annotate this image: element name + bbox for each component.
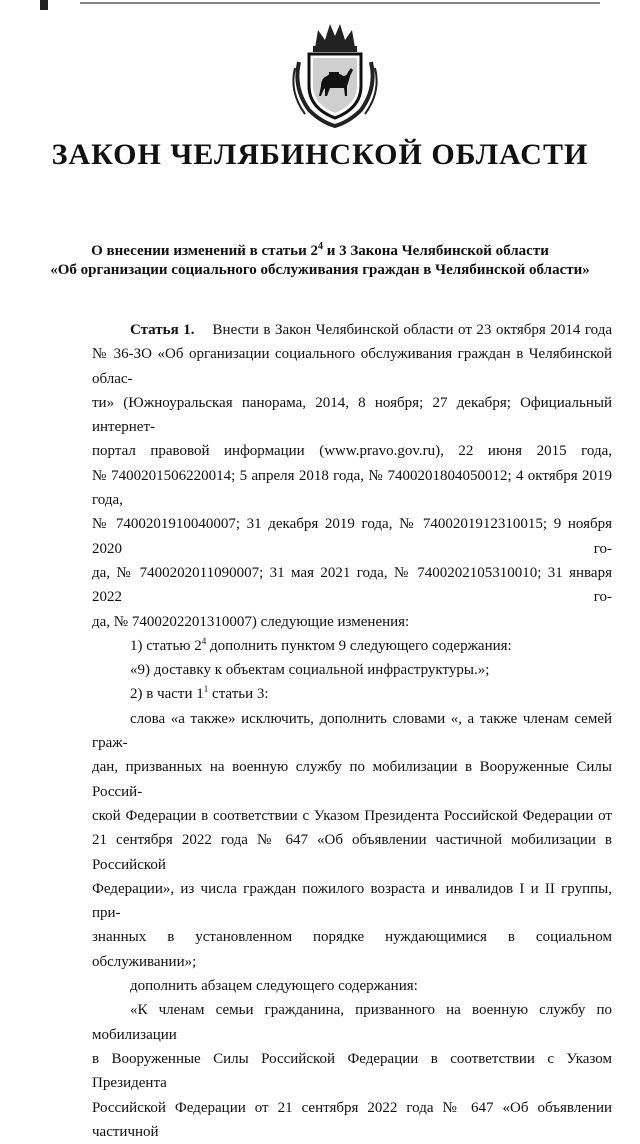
item-2-line: 2) в части $1^1$ статьи 3: <box>92 682 612 706</box>
text-line: да, № 7400202011090007; 31 мая 2021 года, № 7400202105310010; 31 января 2022 го- <box>92 561 612 610</box>
text-line: Российской Федерации от 21 сентября 2022 года № 647 «Об объявлении частичной <box>92 1096 612 1144</box>
text-line: «9) доставку к объектам социальной инфраструктуры.»; <box>92 658 612 682</box>
text-line: портал правовой информации (www.pravo.gov.ru), 22 июня 2015 года, <box>92 439 612 463</box>
document-title: ЗАКОН ЧЕЛЯБИНСКОЙ ОБЛАСТИ <box>0 138 640 172</box>
text-line: № 7400201910040007; 31 декабря 2019 года, № 7400201912310015; 9 ноября 2020 го- <box>92 512 612 561</box>
text-line: слова «а также» исключить, дополнить словами «, а также членам семей граж- <box>92 707 612 756</box>
text-line: знанных в установленном порядке нуждающимися в социальном обслуживании»; <box>92 925 612 974</box>
text-line: № 7400201506220014; 5 апреля 2018 года, № 7400201804050012; 4 октября 2019 года, <box>92 464 612 513</box>
text-line: ти» (Южноуральская панорама, 2014, 8 ноября; 27 декабря; Официальный интернет- <box>92 391 612 440</box>
coat-of-arms-icon <box>285 18 385 128</box>
text-line: № 36-ЗО «Об организации социального обслуживания граждан в Челябинской облас- <box>92 342 612 391</box>
law-body <box>92 318 612 1144</box>
subtitle-line-1: О внесении изменений в статьи $2^4$ и 3 Закона Челябинской области <box>0 242 640 261</box>
text-line: ской Федерации в соответствии с Указом Президента Российской Федерации от <box>92 804 612 828</box>
text-line: в Вооруженные Силы Российской Федерации в соответствии с Указом Президента <box>92 1047 612 1096</box>
subtitle-line-2: «Об организации социального обслуживания граждан в Челябинской области» <box>0 261 640 280</box>
scan-artifact-line <box>80 2 600 4</box>
article-1-line: Статья 1. Внести в Закон Челябинской области от 23 октября 2014 года <box>92 318 612 342</box>
document-subtitle <box>0 242 640 280</box>
text-line: да, № 7400202201310007) следующие изменения: <box>92 610 612 634</box>
coat-of-arms-emblem <box>285 18 385 128</box>
text-line: дан, призванных на военную службу по мобилизации в Вооруженные Силы Россий- <box>92 755 612 804</box>
article-label: Статья 1. <box>130 322 194 338</box>
text-line: дополнить абзацем следующего содержания: <box>92 974 612 998</box>
scan-artifact-mark <box>40 0 48 10</box>
text-line: «К членам семьи гражданина, призванного на военную службу по мобилизации <box>92 998 612 1047</box>
item-1-line: 1) статью $2^4$ дополнить пунктом 9 следующего содержания: <box>92 634 612 658</box>
text-line: Федерации», из числа граждан пожилого возраста и инвалидов I и II группы, при- <box>92 877 612 926</box>
text-line: 21 сентября 2022 года № 647 «Об объявлении частичной мобилизации в Российской <box>92 828 612 877</box>
